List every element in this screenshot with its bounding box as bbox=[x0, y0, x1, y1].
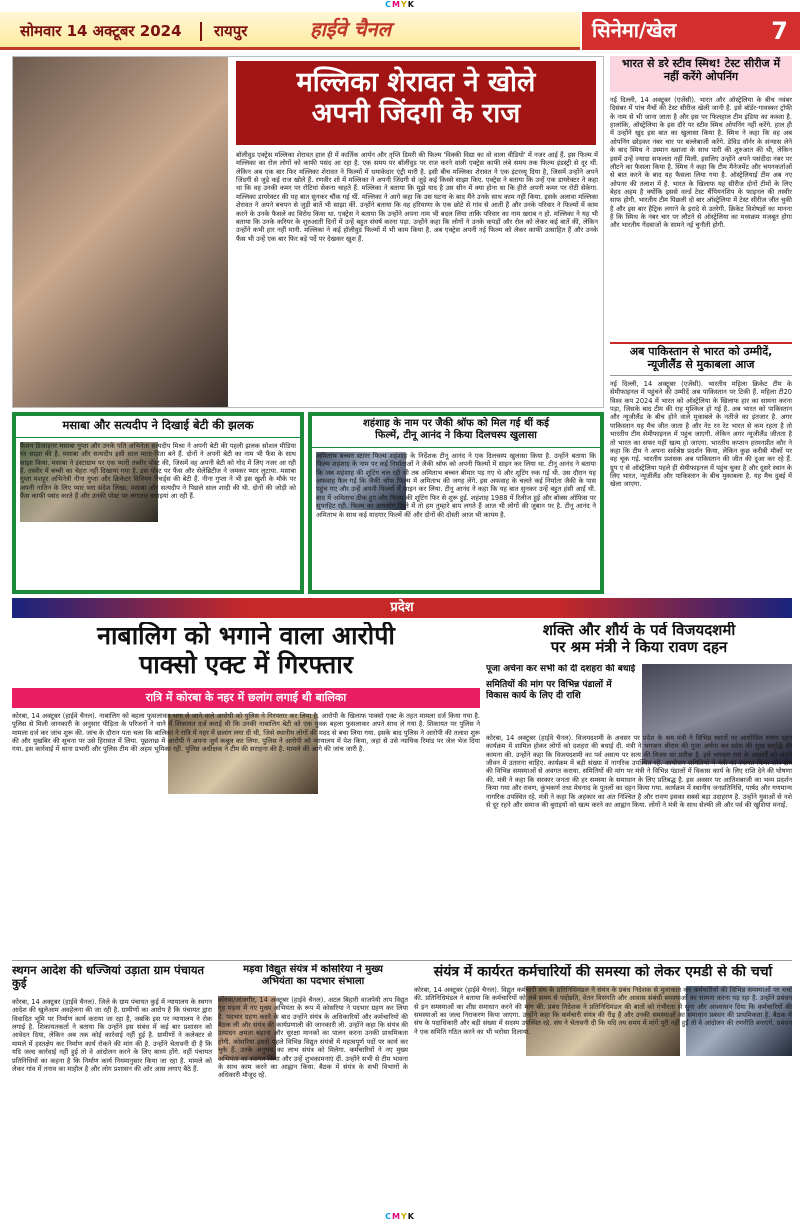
ravan-headline-line2: पर श्रम मंत्री ने किया रावण दहन bbox=[550, 638, 728, 657]
korba-headline-line2: पाक्सो एक्ट में गिरफ्तार bbox=[139, 649, 353, 679]
india-test-headline: भारत से डरे स्टीव स्मिथ! टेस्ट सीरीज में नहीं करेंगे ओपनिंग bbox=[621, 57, 781, 83]
page-header bbox=[0, 12, 800, 50]
jackie-headline-box bbox=[312, 416, 600, 448]
jackie-headline-line1: शहंशाह के नाम पर जैकी श्रॉफ को मिल गई थीं कई bbox=[363, 418, 549, 429]
newspaper-logo: हाईवे चैनल bbox=[310, 17, 392, 41]
ravan-pullquote-2: समितियों की मांग पर विभिन्न पंडालों में विकास कार्य के लिए दी राशि bbox=[486, 679, 612, 702]
jackie-body: अमिताभ बच्चन स्टारर फिल्म शहंशाह के निर्देशक टीनू आनंद ने एक दिलचस्प खुलासा किया है. उन्होंने बताया कि फिल्म शहंशाह के नाम पर कई निर्माताओं ने जैकी श्रॉफ को अपनी फिल्मों में साइन कर लिया था. टीनू आनंद ने बताया कि जब शहंशाह की शूटिंग चल रही थी तब अमिताभ बच्चन बीमार पड़ गए थे और शूटिंग रुक गई थी. उस दौरान यह अफवाह फैल गई कि जैकी श्रॉफ फिल्म में अमिताभ की जगह लेंगे. इस अफवाह के चलते कई निर्माता जैकी के पास पहुंच गए और उन्हें अपनी फिल्मों में साइन कर लिया. टीनू आनंद ने कहा कि यह बात सुनकर उन्हें बहुत हंसी आई थी. बाद में अमिताभ ठीक हुए और फिल्म की शूटिंग फिर से शुरू हुई. शहंशाह 1988 में रिलीज हुई और बॉक्स ऑफिस पर सुपरहिट रही. फिल्म का डायलॉग रिश्ते में तो हम तुम्हारे बाप लगते हैं आज भी लोगों की जुबान पर है. टीनू आनंद ने अमिताभ के साथ कई यादगार फिल्में कीं और दोनों की दोस्ती आज भी कायम है. bbox=[316, 452, 596, 519]
korba-body: कोरबा, 14 अक्टूबर (हाईवे चैनल). नाबालिग को बहला फुसलाकर भगा ले जाने वाले आरोपी को पुलिस ने गिरफ्तार कर लिया है. आरोपी के खिलाफ पाक्सो एक्ट के तहत मामला दर्ज किया गया है. पुलिस से मिली जानकारी के अनुसार पीड़िता के परिजनों ने थाने में शिकायत दर्ज कराई थी कि उनकी नाबालिग बेटी को एक युवक बहला फुसलाकर अपने साथ ले गया है. शिकायत पर पुलिस ने मामला दर्ज कर जांच शुरू की. जांच के दौरान पता चला कि बालिका ने रात्रि में नहर में छलांग लगा दी थी, जिसे स्थानीय लोगों की मदद से बचा लिया गया. इसके बाद पुलिस ने आरोपी की तलाश शुरू की और मुखबिर की सूचना पर उसे हिरासत में लिया. पूछताछ में आरोपी ने अपना जुर्म कबूल कर लिया. पुलिस ने आरोपी को न्यायालय में पेश किया, जहां से उसे न्यायिक रिमांड पर जेल भेज दिया गया. इस कार्रवाई में थाना प्रभारी और पुलिस टीम की अहम भूमिका रही. पुलिस अधीक्षक ने टीम की सराहना की है. मामले की आगे की जांच जारी है. bbox=[12, 712, 480, 754]
section-title: सिनेमा/खेल bbox=[592, 18, 677, 42]
gram-panchayat-article bbox=[12, 964, 212, 1208]
header-city: रायपुर bbox=[200, 22, 247, 41]
india-test-headline-box bbox=[610, 56, 792, 92]
gram-body: कोरबा, 14 अक्टूबर (हाईवे चैनल). जिले के ग्राम पंचायत कुई में न्यायालय के स्थगन आदेश की खुलेआम अवहेलना की जा रही है. ग्रामीणों का आरोप है कि पंचायत द्वारा विवादित भूमि पर निर्माण कार्य कराया जा रहा है, जबकि इस पर न्यायालय ने रोक लगाई है. शिकायतकर्ता ने बताया कि उन्होंने इस संबंध में कई बार प्रशासन को आवेदन दिया, लेकिन अब तक कोई कार्रवाई नहीं हुई है. ग्रामीणों ने कलेक्टर से मामले में हस्तक्षेप कर निर्माण कार्य रोकने की मांग की है. उन्होंने चेतावनी दी है कि यदि जल्द कार्रवाई नहीं हुई तो वे आंदोलन करने के लिए बाध्य होंगे. वहीं पंचायत प्रतिनिधियों का कहना है कि निर्माण कार्य नियमानुसार किया जा रहा है. मामले को लेकर गांव में तनाव का माहौल है और लोग प्रशासन की ओर आस लगाए बैठे हैं. bbox=[12, 998, 212, 1073]
gram-headline: स्थगन आदेश की धज्जियां उड़ाता ग्राम पंचायत कुई bbox=[12, 964, 205, 991]
sanyantra-body: कोरबा, 14 अक्टूबर (हाईवे चैनल). विद्युत कर्मचारी संघ के प्रतिनिधिमंडल ने संयंत्र के प्रबंध निदेशक से मुलाकात कर कर्मचारियों की विभिन्न समस्याओं पर चर्चा की. प्रतिनिधिमंडल ने बताया कि कर्मचारियों को लंबे समय से पदोन्नति, वेतन विसंगति और आवास संबंधी समस्याओं का सामना करना पड़ रहा है. उन्होंने प्रबंधन से इन समस्याओं का शीघ्र समाधान करने की मांग की. प्रबंध निदेशक ने प्रतिनिधिमंडल की बातों को गंभीरता से सुना और आश्वासन दिया कि कर्मचारियों की समस्याओं का जल्द निराकरण किया जाएगा. उन्होंने कहा कि कर्मचारी संयंत्र की रीढ़ हैं और उनकी समस्याओं का समाधान प्रबंधन की प्राथमिकता है. बैठक में संघ के पदाधिकारी और बड़ी संख्या में सदस्य उपस्थित रहे. संघ ने चेतावनी दी कि यदि तय समय में मांगें पूरी नहीं हुईं तो वे आंदोलन की रणनीति बनाएंगे. प्रबंधन ने एक समिति गठित करने का भी भरोसा दिलाया. bbox=[414, 986, 792, 1036]
india-test-article bbox=[610, 56, 792, 336]
bijli-headline-line1: मड़वा विद्युत संयंत्र में कोसरिया ने मुख्य bbox=[243, 964, 383, 975]
header-section-band bbox=[582, 12, 800, 50]
bijli-headline-line2: अभियंता का पदभार संभाला bbox=[261, 975, 365, 987]
mallika-body: बॉलीवुड एक्ट्रेस मल्लिका शेरावत हाल ही में कार्तिक आर्यन और तृप्ति डिमरी की फिल्म 'विक्की विद्या का वो वाला वीडियो' में नजर आई हैं. इस फिल्म में मल्लिका का रोल लोगों को काफी पसंद आ रहा है. एक समय पर बॉलीवुड पर राज करने वाली एक्ट्रेस काफी लंबे समय तक फिल्म इंडस्ट्री से दूर थीं. लेकिन अब एक बार फिर मल्लिका शेरावत ने फिल्मों में धमाकेदार एंट्री मारी है. इसी बीच मल्लिका शेरावत ने एक इंटरव्यू दिया है, जिसमें उन्होंने अपने जिंदगी से जुड़े कई राज खोले हैं. रणवीर शो में मल्लिका ने अपनी जिंदगी से जुड़े कई किस्से साझा किए. एक्ट्रेस ने बताया कि उन्हें एक डायरेक्टर ने कहा था कि वह उनकी कमर पर रोटियां सेकना चाहते हैं. मल्लिका ने बताया कि मुझे याद है उस सीन में क्या होना था कि हीरो अपनी कमर पर रोटी सेकेगा. मल्लिका डायरेक्टर की यह बात सुनकर चौंक गई थीं. मल्लिका ने आगे कहा कि उस घटना के बाद मैंने उनके साथ काम नहीं किया. इसके अलावा मल्लिका शेरावत ने अपने बचपन से जुड़ी बातें भी साझा कीं. उन्होंने बताया कि वह हरियाणा के एक छोटे से गांव से आती हैं और उनके परिवार ने फिल्मों में काम करने के उनके फैसले का विरोध किया था. एक्ट्रेस ने बताया कि उन्होंने अपना नाम भी बदल लिया ताकि परिवार का नाम खराब न हो. मल्लिका ने यह भी बताया कि उनके करियर के शुरुआती दिनों में उन्हें बहुत संघर्ष करना पड़ा. उन्होंने कहा कि लोगों ने उनके कपड़ों और रोल को लेकर कई बातें कीं, लेकिन उन्होंने कभी हार नहीं मानी. मल्लिका ने कई हॉलीवुड फिल्मों में भी काम किया है. अब एक्ट्रेस अपनी नई फिल्म को लेकर काफी उत्साहित हैं और उनके फैंस भी उन्हें एक बार फिर बड़े पर्दे पर देखकर खुश हैं. bbox=[236, 151, 598, 243]
pradesh-label: प्रदेश bbox=[390, 600, 414, 615]
mallika-headline-box bbox=[236, 61, 596, 145]
mallika-article bbox=[12, 56, 604, 408]
mallika-headline-line2: अपनी जिंदगी के राज bbox=[311, 98, 521, 130]
mallika-photo bbox=[13, 57, 228, 407]
korba-article bbox=[12, 622, 480, 956]
korba-headline-line1: नाबालिग को भगाने वाला आरोपी bbox=[97, 622, 395, 650]
masaba-body: फैशन डिजाइनर मसाबा गुप्ता और उनके पति अभिनेता सत्यदीप मिश्रा ने अपनी बेटी की पहली झलक सोशल मीडिया पर साझा की है. मसाबा और सत्यदीप इसी साल माता-पिता बने हैं. दोनों ने अपनी बेटी का नाम भी फैंस के साथ साझा किया. मसाबा ने इंस्टाग्राम पर एक प्यारी तस्वीर पोस्ट की, जिसमें वह अपनी बेटी को गोद में लिए नजर आ रही हैं. तस्वीर में बच्ची का चेहरा नहीं दिखाया गया है. इस पोस्ट पर फैंस और सेलेब्रिटीज ने जमकर प्यार लुटाया. मसाबा गुप्ता मशहूर अभिनेत्री नीना गुप्ता और क्रिकेटर विवियन रिचर्ड्स की बेटी हैं. नीना गुप्ता ने भी इस खुशी के मौके पर अपनी नातिन के लिए प्यार भरा संदेश लिखा. मसाबा और सत्यदीप ने पिछले साल शादी की थी. दोनों की जोड़ी को फैंस काफी पसंद करते हैं और उनकी पोस्ट पर लगातार बधाइयां आ रही हैं. bbox=[20, 442, 296, 501]
pakistan-article bbox=[610, 342, 792, 594]
cmyk-marker-top: CMYK bbox=[385, 0, 415, 9]
page-number: 7 bbox=[771, 17, 788, 45]
header-date: सोमवार 14 अक्टूबर 2024 bbox=[20, 22, 182, 40]
korba-subhead: रात्रि में कोरबा के नहर में छलांग लगाई थी बालिका bbox=[12, 688, 480, 708]
masaba-article bbox=[12, 412, 304, 594]
sanyantra-headline: संयंत्र में कार्यरत कर्मचारियों की समस्या को लेकर एमडी से की चर्चा bbox=[433, 964, 773, 980]
sanyantra-article bbox=[414, 964, 792, 1208]
mallika-headline-line1: मल्लिका शेरावत ने खोले bbox=[296, 67, 536, 98]
pradesh-section-band bbox=[12, 598, 792, 618]
ravan-body: कोरबा, 14 अक्टूबर (हाईवे चैनल). विजयदशमी के अवसर पर प्रदेश के श्रम मंत्री ने विभिन्न स्थानों पर आयोजित रावण दहन कार्यक्रम में शामिल होकर लोगों को दशहरा की बधाई दी. मंत्री ने भगवान श्रीराम की पूजा अर्चना कर प्रदेश की सुख समृद्धि की कामना की. उन्होंने कहा कि विजयदशमी का पर्व असत्य पर सत्य की विजय का प्रतीक है. हमें भगवान राम के आदर्शों को अपने जीवन में उतारना चाहिए. कार्यक्रम में बड़ी संख्या में नागरिक उपस्थित रहे. आयोजन समितियों ने मंत्री का स्वागत किया और क्षेत्र की विभिन्न समस्याओं से अवगत कराया. समितियों की मांग पर मंत्री ने विभिन्न पंडालों में विकास कार्य के लिए राशि देने की घोषणा की. मंत्री ने कहा कि सरकार जनता की हर समस्या के समाधान के लिए प्रतिबद्ध है. इस अवसर पर आतिशबाजी का भव्य प्रदर्शन किया गया और रावण, कुंभकर्ण तथा मेघनाद के पुतलों का दहन किया गया. कार्यक्रम में स्थानीय जनप्रतिनिधि, पार्षद और गणमान्य नागरिक उपस्थित रहे. मंत्री ने कहा कि अहंकार का अंत निश्चित है और रावण इसका सबसे बड़ा उदाहरण है. उन्होंने युवाओं से नशे से दूर रहने और समाज की बुराइयों को खत्म करने का आह्वान किया. लोगों ने मंत्री के साथ सेल्फी ली और पर्व की खुशियां मनाईं. bbox=[486, 734, 792, 809]
india-test-body: नई दिल्ली, 14 अक्टूबर (एजेंसी). भारत और ऑस्ट्रेलिया के बीच नवंबर दिसंबर में पांच मैचों की टेस्ट सीरीज खेली जानी है. इसे बॉर्डर-गावस्कर ट्रॉफी के नाम से भी जाना जाता है और इस पर फिलहाल टीम इंडिया का कब्जा है. हालांकि, ऑस्ट्रेलिया के इस दौरे पर स्टीव स्मिथ ओपनिंग नहीं करेंगे. हाल ही में उन्होंने खुद इस बात का खुलासा किया है. स्मिथ ने कहा कि वह अब ओपनिंग छोड़कर नंबर चार पर बल्लेबाजी करेंगे. डेविड वॉर्नर के संन्यास लेने के बाद स्मिथ ने उस्मान ख्वाजा के साथ पारी की शुरुआत की थी, लेकिन इसमें उन्हें ज्यादा सफलता नहीं मिली. इसलिए उन्होंने अपने पसंदीदा नंबर पर लौटने का फैसला किया है. स्मिथ ने कहा कि टीम मैनेजमेंट और चयनकर्ताओं से बात करने के बाद यह फैसला लिया गया है. ऑस्ट्रेलियाई टीम अब नए ओपनर की तलाश में है. भारत के खिलाफ यह सीरीज दोनों टीमों के लिए बेहद अहम है क्योंकि इससे वर्ल्ड टेस्ट चैंपियनशिप के फाइनल की तस्वीर साफ होगी. भारतीय टीम पिछली दो बार ऑस्ट्रेलिया में टेस्ट सीरीज जीत चुकी है और इस बार हैट्रिक लगाने के इरादे से उतरेगी. क्रिकेट विशेषज्ञों का मानना है कि स्मिथ के नंबर चार पर लौटने से ऑस्ट्रेलिया का मध्यक्रम मजबूत होगा और भारतीय गेंदबाजों के सामने नई चुनौती होगी. bbox=[610, 96, 792, 230]
ravan-pullquote-1: पूजा अर्चना कर सभी को दी दशहरा की बधाई bbox=[486, 664, 636, 674]
masaba-headline: मसाबा और सत्यदीप ने दिखाई बेटी की झलक bbox=[62, 418, 254, 432]
pakistan-headline-box bbox=[610, 342, 792, 376]
cmyk-marker-bottom: CMYK bbox=[385, 1212, 415, 1221]
masaba-headline-box bbox=[16, 416, 300, 438]
pakistan-body: नई दिल्ली, 14 अक्टूबर (एजेंसी). भारतीय महिला क्रिकेट टीम के सेमीफाइनल में पहुंचने की उम्मीदें अब पाकिस्तान पर टिकी हैं. महिला टी20 विश्व कप 2024 में भारत को ऑस्ट्रेलिया के खिलाफ हार का सामना करना पड़ा, जिसके बाद टीम की राह मुश्किल हो गई है. अब भारत को पाकिस्तान और न्यूजीलैंड के बीच होने वाले मुकाबले के नतीजे का इंतजार है. अगर पाकिस्तान यह मैच जीत जाता है और नेट रन रेट भारत से कम रहता है तो भारतीय टीम सेमीफाइनल में पहुंच जाएगी. लेकिन अगर न्यूजीलैंड जीतता है तो भारत का सफर यहीं खत्म हो जाएगा. भारतीय कप्तान हरमनप्रीत कौर ने कहा कि टीम ने अपना सर्वश्रेष्ठ प्रदर्शन किया, लेकिन कुछ करीबी मौकों पर वह चूक गई. भारतीय प्रशंसक अब पाकिस्तान की जीत की दुआ कर रहे हैं. ग्रुप ए से ऑस्ट्रेलिया पहले ही सेमीफाइनल में पहुंच चुका है और दूसरे स्थान के लिए भारत, न्यूजीलैंड और पाकिस्तान के बीच मुकाबला है. यह मैच दुबई में खेला जाएगा. bbox=[610, 380, 792, 489]
bijli-body: कोरबा/जांजगीर, 14 अक्टूबर (हाईवे चैनल). अटल बिहारी वाजपेयी ताप विद्युत गृह मड़वा में नए मुख्य अभियंता के रूप में कोसरिया ने पदभार ग्रहण कर लिया है. पदभार ग्रहण करने के बाद उन्होंने संयंत्र के अधिकारियों और कर्मचारियों की बैठक ली और संयंत्र की कार्यप्रणाली की जानकारी ली. उन्होंने कहा कि संयंत्र की उत्पादन क्षमता बढ़ाना और सुरक्षा मानकों का पालन करना उनकी प्राथमिकता होगी. कोसरिया इससे पहले विभिन्न विद्युत संयंत्रों में महत्वपूर्ण पदों पर कार्य कर चुके हैं. उनके अनुभव का लाभ संयंत्र को मिलेगा. कर्मचारियों ने नए मुख्य अभियंता का स्वागत किया और उन्हें शुभकामनाएं दीं. उन्होंने सभी से टीम भावना के साथ काम करने का आह्वान किया. बैठक में संयंत्र के सभी विभागों के अधिकारी मौजूद रहे. bbox=[218, 996, 408, 1080]
header-left-band bbox=[0, 12, 580, 50]
madwa-plant-article bbox=[218, 964, 408, 1208]
jackie-headline-line2: फिल्में, टीनू आनंद ने किया दिलचस्प खुलासा bbox=[375, 429, 537, 441]
ravan-article bbox=[486, 622, 792, 956]
divider-lower bbox=[12, 960, 792, 961]
pakistan-headline: अब पाकिस्तान से भारत को उम्मीदें, न्यूजीलैंड से मुकाबला आज bbox=[629, 345, 773, 371]
ravan-headline-line1: शक्ति और शौर्य के पर्व विजयदशमी bbox=[542, 622, 736, 639]
ravan-pullquote-box bbox=[486, 664, 636, 728]
jackie-article bbox=[308, 412, 604, 594]
